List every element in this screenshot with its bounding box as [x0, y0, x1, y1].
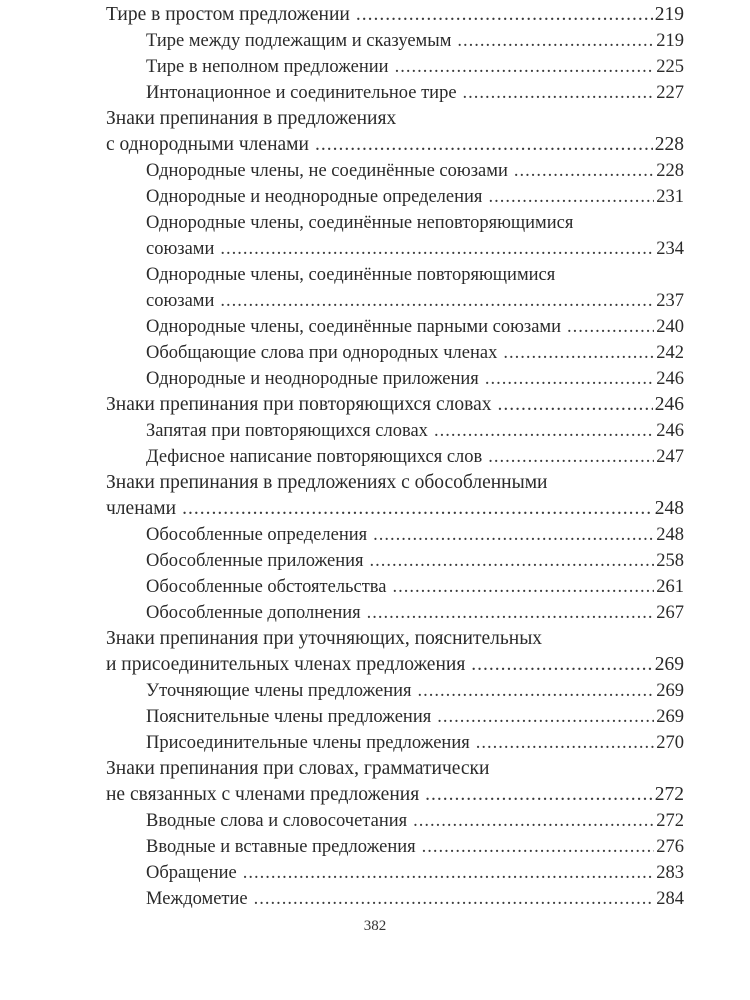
toc-entry-page: 240	[656, 317, 684, 337]
toc-entry-page: 228	[654, 134, 684, 155]
dot-leader	[498, 392, 653, 418]
toc-entry	[106, 392, 684, 418]
toc-entry-page: 228	[656, 161, 684, 181]
dot-leader	[243, 860, 655, 886]
toc-entry-title: союзами	[146, 291, 215, 311]
toc-subentry	[106, 288, 684, 314]
toc-entry-page: 248	[656, 525, 684, 545]
toc-entry-title: Обособленные определения	[146, 525, 368, 545]
page-number: 382	[363, 918, 387, 934]
toc-entry-title: Однородные члены, соединённые парными союзами	[146, 317, 562, 337]
toc-entry-title: Тире между подлежащим и сказуемым	[146, 31, 452, 51]
toc-entry-page: 246	[656, 421, 684, 441]
toc-entry-page: 267	[656, 603, 684, 623]
toc-entry-title: Тире в неполном предложении	[146, 57, 389, 77]
toc-entry-title: Однородные члены, не соединённые союзами	[146, 161, 508, 181]
toc-entry-title: Присоединительные члены предложения	[146, 733, 470, 753]
dot-leader	[220, 288, 654, 314]
toc-subentry	[106, 418, 684, 444]
toc-entry	[106, 496, 684, 522]
dot-leader	[182, 496, 653, 522]
toc-entry-title: союзами	[146, 239, 215, 259]
dot-leader	[220, 236, 654, 262]
toc-subentry	[106, 834, 684, 860]
toc-entry-title: не связанных с членами предложения	[106, 784, 420, 805]
toc-entry-title: Уточняющие члены предложения	[146, 681, 412, 701]
toc-entry-title: Вводные и вставные предложения	[146, 837, 416, 857]
toc-subentry	[106, 236, 684, 262]
toc-subentry	[106, 340, 684, 366]
toc-entry-title: членами	[106, 498, 177, 519]
toc-entry-title: Знаки препинания при повторяющихся словах	[106, 394, 492, 415]
dot-leader	[373, 522, 654, 548]
toc-entry-title: Обособленные дополнения	[146, 603, 361, 623]
toc-subentry	[106, 886, 684, 912]
table-of-contents	[106, 2, 684, 912]
toc-subentry	[106, 730, 684, 756]
dot-leader	[463, 80, 655, 106]
toc-subentry	[106, 860, 684, 886]
dot-leader	[418, 678, 655, 704]
dot-leader	[395, 54, 655, 80]
dot-leader	[488, 184, 654, 210]
toc-entry-title: Запятая при повторяющихся словах	[146, 421, 428, 441]
dot-leader	[370, 548, 655, 574]
toc-entry-title: Однородные и неоднородные определения	[146, 187, 483, 207]
toc-entry-page: 234	[656, 239, 684, 259]
dot-leader	[471, 652, 652, 678]
toc-entry-page: 269	[656, 681, 684, 701]
toc-subentry	[106, 28, 684, 54]
dot-leader	[422, 834, 655, 860]
toc-entry-title-line: Однородные члены, соединённые повторяющимися	[146, 265, 556, 285]
dot-leader	[437, 704, 654, 730]
toc-entry-title: Однородные и неоднородные приложения	[146, 369, 479, 389]
toc-entry-page: 219	[654, 4, 684, 25]
toc-entry-page: 246	[656, 369, 684, 389]
toc-subentry	[106, 314, 684, 340]
toc-entry-title: Интонационное и соединительное тире	[146, 83, 457, 103]
toc-entry-page: 219	[656, 31, 684, 51]
toc-entry-page: 261	[656, 577, 684, 597]
dot-leader	[254, 886, 655, 912]
dot-leader	[434, 418, 654, 444]
toc-entry-page: 258	[656, 551, 684, 571]
toc-entry-page: 231	[656, 187, 684, 207]
toc-entry-title: Дефисное написание повторяющихся слов	[146, 447, 483, 467]
toc-entry-page: 269	[656, 707, 684, 727]
dot-leader	[514, 158, 654, 184]
toc-entry-page: 269	[654, 654, 684, 675]
toc-entry-title-line: Знаки препинания в предложениях с обособленными	[106, 472, 548, 493]
toc-subentry	[106, 80, 684, 106]
toc-subentry	[106, 600, 684, 626]
dot-leader	[485, 366, 654, 392]
toc-entry-title: Обособленные приложения	[146, 551, 364, 571]
toc-subentry	[106, 574, 684, 600]
toc-entry-title-line: Знаки препинания в предложениях	[106, 108, 397, 129]
toc-entry-title: Междометие	[146, 889, 248, 909]
toc-entry	[106, 132, 684, 158]
dot-leader	[476, 730, 655, 756]
toc-entry-page: 272	[656, 811, 684, 831]
dot-leader	[356, 2, 653, 28]
toc-entry-title: Обобщающие слова при однородных членах	[146, 343, 498, 363]
toc-entry-page: 246	[654, 394, 684, 415]
dot-leader	[457, 28, 654, 54]
toc-entry-title: Вводные слова и словосочетания	[146, 811, 408, 831]
toc-subentry	[106, 522, 684, 548]
toc-entry-page: 270	[656, 733, 684, 753]
toc-entry-page: 247	[656, 447, 684, 467]
toc-subentry	[106, 158, 684, 184]
toc-entry-page: 242	[656, 343, 684, 363]
toc-entry-title: Пояснительные члены предложения	[146, 707, 432, 727]
toc-entry-title-line: Знаки препинания при словах, грамматически	[106, 758, 490, 779]
toc-entry-page: 248	[654, 498, 684, 519]
toc-entry	[106, 2, 684, 28]
toc-entry-page: 284	[656, 889, 684, 909]
toc-entry-title-line: Однородные члены, соединённые неповторяющимися	[146, 213, 574, 233]
toc-subentry	[106, 184, 684, 210]
toc-entry	[106, 652, 684, 678]
toc-entry-page: 272	[654, 784, 684, 805]
dot-leader	[413, 808, 654, 834]
dot-leader	[393, 574, 655, 600]
toc-subentry	[106, 704, 684, 730]
dot-leader	[503, 340, 654, 366]
toc-entry-title: Обращение	[146, 863, 237, 883]
dot-leader	[315, 132, 653, 158]
dot-leader	[367, 600, 655, 626]
toc-entry-title-line: Знаки препинания при уточняющих, пояснительных	[106, 628, 543, 649]
toc-entry-title: с однородными членами	[106, 134, 309, 155]
toc-subentry	[106, 444, 684, 470]
toc-subentry	[106, 366, 684, 392]
toc-subentry	[106, 54, 684, 80]
toc-entry-title: и присоединительных членах предложения	[106, 654, 466, 675]
toc-entry-page: 276	[656, 837, 684, 857]
toc-subentry	[106, 548, 684, 574]
toc-entry-title: Обособленные обстоятельства	[146, 577, 387, 597]
toc-entry-page: 283	[656, 863, 684, 883]
dot-leader	[425, 782, 653, 808]
toc-entry-page: 225	[656, 57, 684, 77]
toc-entry-page: 227	[656, 83, 684, 103]
toc-subentry	[106, 678, 684, 704]
toc-subentry	[106, 808, 684, 834]
toc-entry-page: 237	[656, 291, 684, 311]
dot-leader	[488, 444, 654, 470]
dot-leader	[567, 314, 654, 340]
toc-entry-title: Тире в простом предложении	[106, 4, 350, 25]
toc-entry	[106, 782, 684, 808]
